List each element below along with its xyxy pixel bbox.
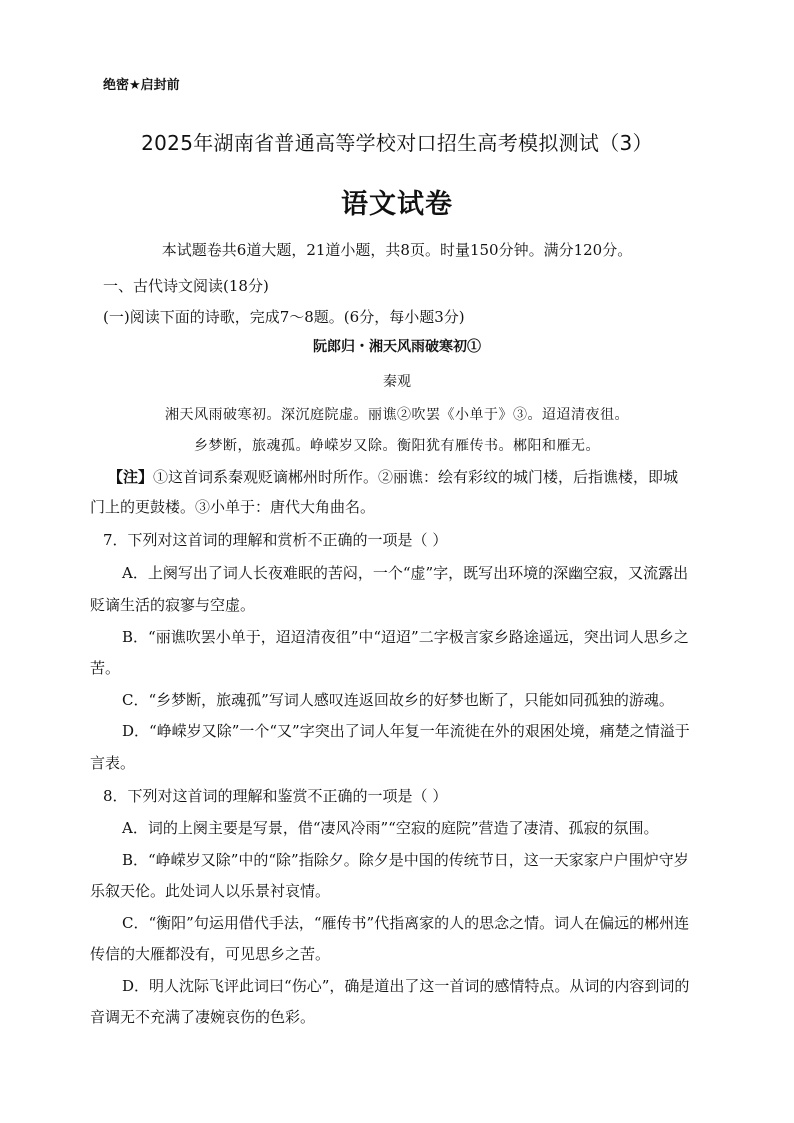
question-7-stem: 7．下列对这首词的理解和赏析不正确的一项是（ ）: [103, 531, 448, 549]
option-text: 音调无不充满了凄婉哀伤的色彩。: [90, 1008, 316, 1026]
option-text: D．“峥嵘岁又除”一个“又”字突出了词人年复一年流徙在外的艰困处境，痛楚之情溢于: [122, 722, 690, 740]
option-text: C．“衡阳”句运用借代手法，“雁传书”代指离家的人的思念之情。词人在偏远的郴州连: [122, 914, 690, 932]
exam-info: 本试题卷共6道大题，21道小题，共8页。时量150分钟。满分120分。: [161, 241, 633, 259]
option-text: B．“峥嵘岁又除”中的“除”指除夕。除夕是中国的传统节日，这一天家家户户围炉守岁: [122, 851, 689, 869]
confidential-mark: 绝密★启封前: [103, 78, 180, 93]
option-text: 乐叙天伦。此处词人以乐景衬哀情。: [90, 882, 331, 900]
note-text: ①这首词系秦观贬谪郴州时所作。②丽谯：绘有彩纹的城门楼，后指谯楼，即城: [153, 468, 679, 486]
poem-author: 秦观: [383, 374, 411, 390]
note-line: [108, 467, 678, 487]
option-text: A．词的上阕主要是写景，借“凄风冷雨”“空寂的庭院”营造了凄清、孤寂的氛围。: [122, 819, 659, 837]
note-line: 门上的更鼓楼。③小单于：唐代大角曲名。: [90, 498, 376, 516]
note-label: 【注】: [108, 468, 154, 486]
option-text: 苦。: [90, 659, 121, 677]
poem-line: 乡梦断，旅魂孤。峥嵘岁又除。衡阳犹有雁传书。郴阳和雁无。: [194, 438, 600, 454]
option-text: 传信的大雁都没有，可见思乡之苦。: [90, 945, 331, 963]
option-text: 贬谪生活的寂寥与空虚。: [90, 596, 256, 614]
subject-title: 语文试卷: [341, 189, 453, 220]
poem-line: 湘天风雨破寒初。深沉庭院虚。丽谯②吹罢《小单于》③。迢迢清夜徂。: [165, 407, 629, 423]
option-text: B．“丽谯吹罢小单于，迢迢清夜徂”中“迢迢”二字极言家乡路途遥远，突出词人思乡之: [122, 628, 689, 646]
poem-title: 阮郎归・湘天风雨破寒初①: [313, 339, 481, 355]
option-text: D．明人沈际飞评此词曰“伤心”，确是道出了这一首词的感情特点。从词的内容到词的: [122, 977, 690, 995]
option-text: 言表。: [90, 754, 136, 772]
question-8-stem: 8．下列对这首词的理解和鉴赏不正确的一项是（ ）: [103, 787, 448, 805]
exam-title: 2025年湖南省普通高等学校对口招生高考模拟测试（3）: [141, 131, 653, 155]
section-heading: 一、古代诗文阅读(18分): [103, 277, 269, 295]
section-subheading: (一)阅读下面的诗歌，完成7～8题。(6分，每小题3分): [103, 308, 465, 326]
option-text: A．上阕写出了词人长夜难眠的苦闷，一个“虚”字，既写出环境的深幽空寂，又流露出: [122, 564, 689, 582]
option-text: C．“乡梦断，旅魂孤”写词人感叹连返回故乡的好梦也断了，只能如同孤独的游魂。: [122, 691, 674, 709]
